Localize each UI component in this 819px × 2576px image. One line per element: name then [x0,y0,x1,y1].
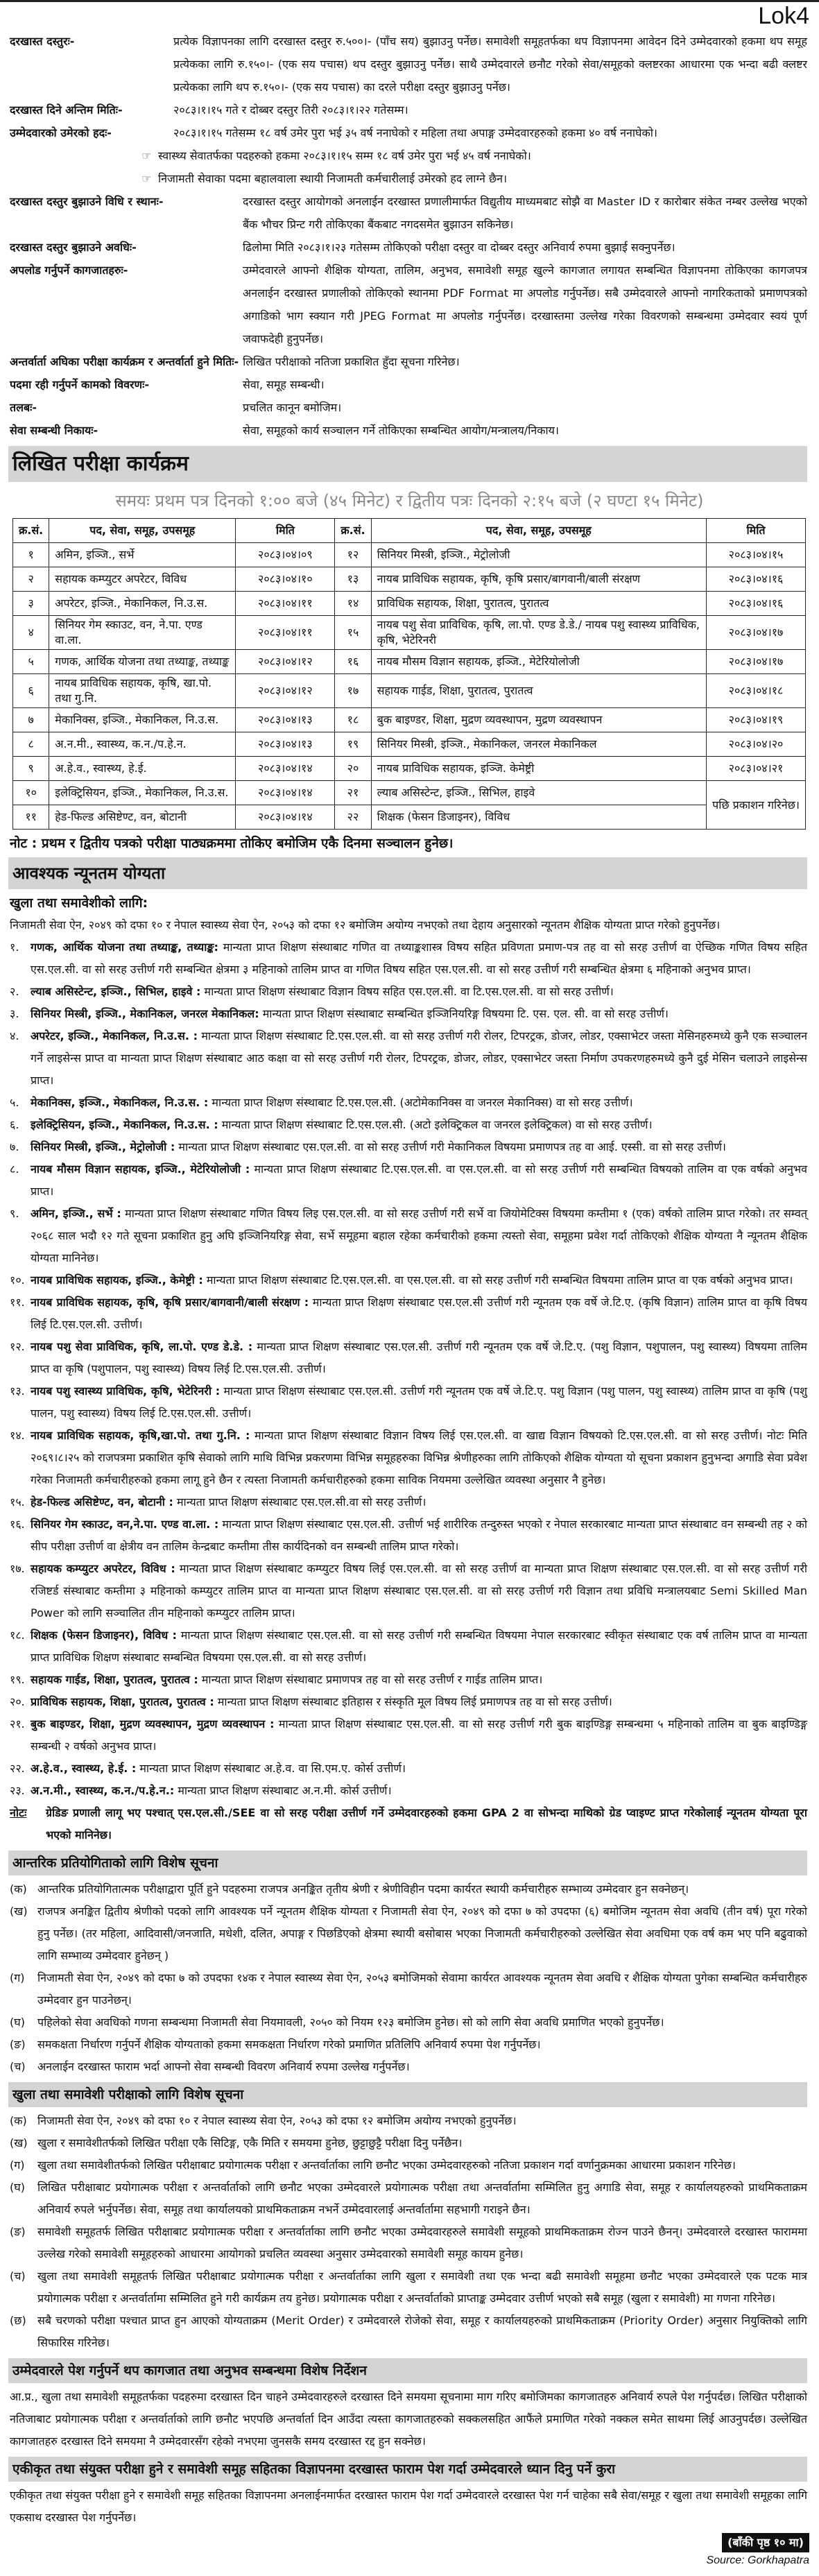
qualification-body [31,1092,807,1114]
qualification-text: मान्यता प्राप्त शिक्षण संस्थाबाट गणित विषय लिइ एस.एल.सी. वा सो सरह उत्तीर्ण गरी सर्भे वा जियोमेटिक्स विषयमा कम्तीमा १ (एक) वर्षको तालिम प्राप्त गरेको। तर सम्वत् २०६८ साल भदौ १२ गते सूचना प्रकाशित हुनु अघि इञ्जिनियरिङ्ग सेवा, सर्भे समूहमा बहाल रहेका कर्मचारीको हकमा त्यस्तो सेवा, समूहमा प्रवेश गर्दा तोकिएको शैक्षिक योग्यता नै न्यूनतम शैक्षिक योग्यता मानिनेछ। [31,1207,808,1264]
qualification-post: सहायक कम्प्युटर अपरेटर, विविध : [31,1562,175,1575]
documents-text: आ.प्र., खुला तथा समावेशी समूहतर्फका पदहरुमा दरखास्त दिन चाहने उम्मेदवारहरुले दरखास्त दिने समयमा सूचनामा माग गरिए बमोजिमका कागजातहरु अनिवार्य रुपले पेश गर्नुपर्दछ। लिखित परीक्षाको नतिजाबाट प्रयोगात्मक परीक्षा र अन्तर्वार्ताको लागि छनौट भएपछि अन्तर्वार्ता दिन आउँदा त्यस्ता कागजातहरुको सक्कलसहित आफैंले प्रमाणित गरेको नक्कल समेत साथमा लिई आउनुपर्दछ। उल्लेखित कागजातहरु दरखास्त दिने समयमा नै उम्मेदवारसँग रहेको नभएमा जुनसकै समय दरखास्त रद्द हुन सक्नेछ। [10,2390,807,2448]
serial-number: ७ [13,708,49,732]
post-name: इलेक्ट्रिसियन, इञ्जि., मेकानिकल, नि.उ.स. [49,781,236,805]
qualification-text: मान्यता प्राप्त शिक्षण संस्थाबाट एस.एल.सी. उत्तीर्ण गरी न्यूनतम एक वर्षे जे.टि.ए. पशु विज्ञान (पशु पालन, पशु स्वास्थ्य) तालिम प्राप्त वा कृषि (पशु पालन, पशु स्वास्थ्य) विषय लिई टि.एस.एल.सी. उत्तीर्ण। [31,1384,807,1420]
qualification-body [31,981,807,1003]
post-name: बुक बाइण्डर, शिक्षा, मुद्रण व्यवस्थापन, मुद्रण व्यवस्थापन [371,708,706,732]
post-name: सिनियर मिस्त्री, इञ्जि., मेट्रोलोजी [371,543,706,567]
post-name: नायब प्राविधिक सहायक, कृषि, खा.पो. तथा गु.नि. [49,674,236,708]
qualification-item [10,981,807,1003]
open-inclusive-subtitle: खुला तथा समावेशीको लागि: [10,895,148,911]
qualification-number: ५. [10,1096,19,1109]
qualification-body [31,1758,807,1780]
table-row [13,650,806,674]
item-text: अनलाईन दरखास्त फाराम भर्दा आफ्नो सेवा सम्बन्धी विवरण अनिवार्य रुपमा उल्लेख गर्नुपर्नेछ। [37,2060,410,2073]
qualification-number: ७. [10,1140,19,1153]
exam-schedule-table [12,518,806,830]
qualification-number: ३. [10,1007,19,1020]
info-row [10,396,807,419]
item-text: आन्तरिक प्रतियोगितात्मक परीक्षाद्वारा पूर्ति हुने पदहरुमा राजपत्र अनङ्कित तृतीय श्रेणी र श्रेणीविहीन पदमा कार्यरत स्थायी कर्मचारीहरु सम्भाव्य उम्मेदवार हुन सक्नेछन्। [37,1882,689,1896]
qualification-item [10,1425,807,1491]
qualification-item [10,1003,807,1025]
note-label: नोटः [10,1806,27,1819]
info-label: दरखास्त दस्तुर बुझाउने विधि र स्थानः- [10,195,164,208]
item-letter: (घ) [10,2016,25,2029]
info-label: दरखास्त दस्तुरः- [10,35,75,48]
item-letter: (च) [10,2060,26,2073]
qualification-post: सहायक गाईड, शिक्षा, पुरातत्व, पुरातत्व : [31,1673,198,1686]
serial-number: १४ [335,592,371,616]
exam-date: २०८३।०४।१४ [236,781,335,805]
table-row [13,567,806,592]
item-letter: (ख) [10,1905,28,1918]
info-label: अपलोड गर्नुपर्ने कागजातहरुः- [10,264,128,277]
open-item [10,2221,807,2265]
qualification-number: २०. [10,1695,25,1708]
item-letter: (ग) [10,2158,25,2172]
info-row [10,419,807,442]
qualification-list [10,892,807,1846]
table-header-row [13,519,806,543]
qualification-body [31,1513,807,1558]
qualification-body [31,1691,807,1713]
item-letter: (छ) [10,2314,26,2327]
qualification-text: मान्यता प्राप्त शिक्षण संस्थाबाट इतिहास र संस्कृति मूल विषय लिई प्रमाणपत्र तह वा सो सरह उत्तीर्ण। [214,1695,612,1708]
qualification-post: हेड-फिल्ड असिष्टेण्ट, वन, बोटानी : [31,1495,173,1509]
qualification-body [31,1114,807,1136]
qualification-number: २३. [10,1784,25,1797]
qualification-post: सिनियर मिस्त्री, इञ्जि., मेट्रोलोजी : [31,1140,175,1153]
qualification-item [10,1025,807,1092]
item-text: राजपत्र अनङ्कित द्वितीय श्रेणीको पदको लागि आवश्यक पर्ने न्यूनतम शैक्षिक योग्यता र निजामती सेवा ऐन, २०४९ को दफा ७ को उपदफा (६) बमोजिम न्यूनतम सेवा अवधि (तीन वर्ष) पूरा गरेको हुनु पर्नेछ। (तर महिला, आदिवासी/जनजाति, मधेशी, दलित, अपाङ्ग र पिछडिएको क्षेत्रमा स्थायी बसोबास भएका निजामती कर्मचारीहरुको उल्लेखित सेवा अवधिमा एक वर्ष कम भए पनि बढुवाको लागि सम्भाव्य उम्मेदवार हुनेछन् ) [37,1905,807,1962]
column-header: मिति [236,519,335,543]
qualification-body [31,1669,807,1691]
qualification-post: गणक, आर्थिक योजना तथा तथ्याङ्क, तथ्याङ्क: [31,941,218,954]
qualification-item [10,1269,807,1291]
serial-number: १८ [335,708,371,732]
age-bullet [10,167,807,190]
qualification-text: मान्यता प्राप्त शिक्षण संस्थाबाट एस.एल.सी. वा सो सरह उत्तीर्ण गरी सम्बन्धित विषयमा नेपाल सरकारबाट स्वीकृत संस्थाबाट एक वर्ष तालिम प्राप्त वा मान्यता प्राप्त प्राविधिक शिक्षण संस्थाबाट सम्बन्धित विषयमा एस.एल.सी. वा सो सरह उत्तीर्ण। [31,1629,807,1664]
age-bullet-text: निजामती सेवाका पदमा बहालवाला स्थायी निजामती कर्मचारीलाई उमेरको हद लाग्ने छैन। [158,172,508,185]
exam-date: २०८३।०४।१२ [236,674,335,708]
info-value: प्रत्येक विज्ञापनका लागि दरखास्त दस्तुर रु.५००।- (पाँच सय) बुझाउनु पर्नेछ। समावेशी समूहतर्फका थप विज्ञापनमा आवेदन दिने उम्मेदवारको हकमा थप समूह प्रत्येकका लागि रु.१५०।- (एक सय पचास) थप दस्तुर बुझाउनु पर्नेछ। साथै उम्मेदवारले छनौट गरेको सेवा/समूहको क्लष्टरका आधारमा एक भन्दा बढी क्लष्टर प्रत्येकका लागि थप रु.१५०।- (एक सय पचास) का दरले परीक्षा दस्तुर बुझाउनु पर्नेछ। [173,35,807,94]
serial-number: ६ [13,674,49,708]
item-letter: (क) [10,2114,27,2127]
serial-number: १ [13,543,49,567]
documents-heading: उम्मेदवारले पेश गर्नुपर्ने थप कागजात तथा अनुभव सम्बन्धमा विशेष निर्देशन [8,2358,807,2383]
exam-date: २०८३।०४।१८ [707,674,806,708]
internal-item [10,1900,807,1967]
qualification-intro: निजामती सेवा ऐन, २०४९ को दफा १० र नेपाल स्वास्थ्य सेवा ऐन, २०५३ को दफा १२ बमोजिम अयोग्य नभएको तथा देहाय अनुसारको न्यूनतम शैक्षिक योग्यता प्राप्त गरेको हुनुपर्नेछ। [10,918,721,931]
serial-number: ९ [13,757,49,781]
item-letter: (घ) [10,2181,25,2194]
item-text: पहिलेको सेवा अवधिको गणना सम्बन्धमा निजामती सेवा नियमावली, २०५० को नियम १२३ बमोजिम हुनेछ। सो को लागि सेवा अवधि प्रमाणित भएको हुनुपर्नेछ। [37,2016,664,2029]
serial-number: १७ [335,674,371,708]
info-label: पदमा रही गर्नुपर्ने कामको विवरणः- [10,378,149,391]
qualification-post: प्राविधिक सहायक, शिक्षा, पुरातत्व, पुरातत्व : [31,1695,214,1708]
post-name: हेड-फिल्ड असिष्टेण्ट, वन, बोटानी [49,805,236,830]
qualification-item [10,1513,807,1558]
qualification-body [31,1025,807,1092]
qualification-item [10,1669,807,1691]
info-label: तलबः- [10,401,37,414]
info-row [10,259,807,350]
qualification-item [10,1158,807,1203]
qualification-number: ८. [10,1162,19,1176]
info-row [10,373,807,396]
qualification-post: बुक बाइण्डर, शिक्षा, मुद्रण व्यवस्थापन, मुद्रण व्यवस्थापन : [31,1717,275,1731]
qualification-post: इलेक्ट्रिसियन, इञ्जि., मेकानिकल, नि.उ.स. : [31,1118,218,1131]
qualification-body [31,1291,807,1336]
qualification-text: मान्यता प्राप्त शिक्षण संस्थाबाट टि.एस.एल.सी. (अटो इलेक्ट्रिकल वा जनरल इलेक्ट्रिकल) वा सो सरह उत्तीर्ण। [218,1118,653,1131]
item-text: समकक्षता निर्धारण गर्नुपर्ने शैक्षिक योग्यताको हकमा समकक्षता निर्धारण गरेको प्रमाणित प्रतिलिपि अनिवार्य रुपमा पेश गर्नुपर्नेछ। [37,2038,541,2051]
qualification-text: मान्यता प्राप्त शिक्षण संस्थाबाट एस.एल.सी. वा सो सरह उत्तीर्ण गरी बुक बाइण्डिङ्ग सम्बन्धमा ५ महिनाको तालिम वा बुक बाइण्डिङ्ग सम्बन्धी २ वर्षको अनुभव प्राप्त। [31,1717,807,1753]
qualification-body [31,1203,807,1269]
qualification-item [10,1291,807,1336]
qualification-text: मान्यता प्राप्त शिक्षण संस्थाबाट टि.एस.एल.सी. वा सो सरह उत्तीर्ण गरी रोलर, टिपरट्रक, डोजर, लोडर, एक्साभेटर जस्ता मेसिनहरुमध्ये कुनै एक सञ्चालन गर्ने लाइसेन्स प्राप्त वा मान्यता प्राप्त शिक्षण संस्थाबाट आठ कक्षा वा सो सरह उत्तीर्ण गरी रोलर, टिपरट्रक, डोजर, लोडर, एक्साभेटर जस्ता निर्माण उपकरणहरुमध्ये कुनै दुई मेसिन चलाउने लाइसेन्स प्राप्त। [31,1029,807,1087]
item-text: निजामती सेवा ऐन, २०४९ को दफा ७ को उपदफा १४क र नेपाल स्वास्थ्य सेवा ऐन, २०५३ बमोजिमको सेवामा कार्यरत आवश्यक न्यूनतम सेवा अवधि र शैक्षिक योग्यता पुगेका सम्बन्धित कर्मचारीहरु उम्मेदवार हुन पाउनेछन्। [37,1971,807,2007]
column-header: क्र.सं. [13,519,49,543]
qualification-number: १७. [10,1562,25,1575]
hand-pointer-icon: ☞ [141,172,152,185]
qualification-post: नायब प्राविधिक सहायक, कृषि, कृषि प्रसार/बागवानी/बाली संरक्षण : [31,1296,309,1309]
qualification-text: मान्यता प्राप्त शिक्षण संस्थाबाट विज्ञान विषय लिई एस.एल.सी. वा खाद्य विज्ञान विषयको टि.एस.एल.सी. वा सो सरह उत्तीर्ण। नोटः मिति २०६९।८।२५ को राजपत्रमा प्रकाशित कृषि सेवाको लागि माथि विभिन्न प्रकरणमा विभिन्न समूहहरुका विभिन्न श्रेणीहरुका लागि तोकिएको शैक्षिक योग्यता यो सूचना प्रकाशन हुनुभन्दा अगाडि सेवा प्रवेश गरेका निजामती कर्मचारीहरुको हकमा लागू हुने छैन र त्यस्ता निजामती कर्मचारीहरुको हकमा साविक नियममा उल्लेखित व्यवस्था अनुसार नै हुनेछ। [31,1429,807,1486]
qualification-number: १३. [10,1384,25,1398]
continued-label: (बाँकी पृष्ठ १० मा) [722,2533,809,2552]
qualification-body [31,1158,807,1203]
post-name: प्राविधिक सहायक, शिक्षा, पुरातत्व, पुरातत्व [371,592,706,616]
qualification-number: १५. [10,1495,25,1509]
qualification-item [10,936,807,981]
qualification-body [31,1136,807,1158]
table-row [13,757,806,781]
qualification-item [10,1691,807,1713]
item-letter: (ङ) [10,2038,26,2051]
qualification-body [31,1269,807,1291]
post-name: शिक्षक (फेसन डिजाइनर), विविध [371,805,706,830]
qualification-text: मान्यता प्राप्त शिक्षण संस्थाबाट एस.एल.सी. उत्तीर्ण भई शारीरिक तन्दुरुस्त भएको र नेपाल सरकारबाट मान्यता प्राप्त संस्थाबाट वन सम्बन्धी तह २ को सीप परीक्षा उत्तीर्ण वा क्षेत्रीय वन तालिम केन्द्रबाट कम्तीमा तीस कार्यदिनको वन सम्बन्धी तालिम प्राप्त गरेको। [31,1518,807,1553]
item-text: खुला तथा समावेशी समूहतर्फ लिखित परीक्षाबाट प्रयोगात्मक परीक्षा र अन्तर्वार्ताका लागि खुला र समावेशी तथा एक भन्दा बढी समावेशी समूहमा छनौट भएका उम्मेदवारले एक पटक मात्र प्रयोगात्मक परीक्षा र अन्तर्वार्तामा सम्मिलित हुने गरी कार्यक्रम तय हुनेछ। प्रयोगात्मक परीक्षा र अन्तर्वार्ताको प्राप्ताङ्क उम्मेदवार उत्तीर्ण भएको सबै समूह (खुला र समावेशी) मा गणना गरिनेछ। [37,2269,807,2305]
internal-item [10,1967,807,2011]
qualification-text: मान्यता प्राप्त शिक्षण संस्थाबाट एस.एल.सी उत्तीर्ण गरी न्यूनतम एक वर्षे जे.टि.ए. (कृषि विज्ञान) तालिम प्राप्त वा कृषि विषय लिई टि.एस.एल.सी. उत्तीर्ण। [31,1296,807,1331]
qualification-post: सिनियर मिस्त्री, इञ्जि., मेकानिकल, जनरल मेकानिकल: [31,1007,259,1020]
serial-number: ४ [13,616,49,650]
qualification-text: मान्यता प्राप्त शिक्षण संस्थाबाट टि.एस.एल.सी. (अटोमेकानिक्स वा जनरल मेकानिक्स) वा सो सरह उत्तीर्ण। [208,1096,633,1109]
serial-number: २२ [335,805,371,830]
table-row [13,674,806,708]
internal-item [10,2056,807,2078]
serial-number: १५ [335,616,371,650]
info-label: दरखास्त दिने अन्तिम मितिः- [10,103,123,117]
info-label: उम्मेदवारको उमेरको हदः- [10,126,112,139]
qualification-text: मान्यता प्राप्त शिक्षण संस्थाबाट अ.न.मी. कोर्स उत्तीर्ण। [174,1784,392,1797]
info-row [10,236,807,259]
exam-date: २०८३।०४।१३ [236,708,335,732]
post-name: अपरेटर, इञ्जि., मेकानिकल, नि.उ.स. [49,592,236,616]
open-list [10,2110,807,2354]
post-name: गणक, आर्थिक योजना तथा तथ्याङ्क, तथ्याङ्क [49,650,236,674]
exam-date: २०८३।०४।२० [707,732,806,757]
column-header: पद, सेवा, समूह, उपसमूह [49,519,236,543]
item-text: लिखित परीक्षाबाट प्रयोगात्मक परीक्षा र अन्तर्वार्ताको लागि छनौट भएका उम्मेदवारले प्रयोगात्मक परीक्षा तथा अन्तर्वार्तामा सम्मिलित हुनु अगाडि सेवा, समूह र कार्यालयहरुको प्राथमिकताक्रम अनिवार्य रुपले भर्नुपर्नेछ। सेवा, समूह तथा कार्यालयको प्राथमिकताक्रम नभर्ने उम्मेदवारलाई अन्तर्वार्तामा सहभागी गराइने छैन। [37,2181,807,2216]
table-row [13,732,806,757]
post-name: सहायक कम्प्युटर अपरेटर, विविध [49,567,236,592]
qualification-text: मान्यता प्राप्त शिक्षण संस्थाबाट टि.एस.एल.सी. वा एस.एल.सी. वा सो सरह उत्तीर्ण गरी सम्बन्धित विषयमा तालिम प्राप्त वा एक वर्षको अनुभव प्राप्त। [202,1273,793,1287]
exam-date: २०८३।०४।१७ [707,616,806,650]
item-text: खुला र समावेशीतर्फको लिखित परीक्षा एकै सिटिङ्ग, एकै मिति र समयमा हुनेछ, छुट्टाछुट्टै परीक्षा दिनु पर्नेछैन। [37,2136,463,2149]
serial-number: ८ [13,732,49,757]
qualification-text: मान्यता प्राप्त शिक्षण संस्थाबाट टि.एस.एल.सी. वा एस.एल.सी. वा सो सरह उत्तीर्ण गरी सम्बन्धित विषयको तालिम वा एक वर्षको अनुभव प्राप्त। [31,1162,807,1198]
qualification-text: मान्यता प्राप्त शिक्षण संस्थाबाट एस.एल.सी.वा सो सरह उत्तीर्ण। [173,1495,426,1509]
qualification-number: १९. [10,1673,25,1686]
exam-date: २०८३।०४।११ [236,616,335,650]
open-item [10,2310,807,2354]
qualification-number: २१. [10,1717,25,1731]
table-row [13,781,806,805]
serial-number: २ [13,567,49,592]
qualification-heading: आवश्यक न्यूनतम योग्यता [8,857,807,889]
serial-number: १९ [335,732,371,757]
item-text: खुला तथा समावेशीतर्फको लिखित परीक्षाबाट प्रयोगात्मक परीक्षा र अन्तर्वार्ताका लागि छनौट भएका उम्मेदवारहरुको नतिजा प्रकाशन गर्दा वर्णानुक्रमका आधारमा प्रकाशन गरिनेछ। [37,2158,736,2172]
serial-number: १६ [335,650,371,674]
qualification-text: मान्यता प्राप्त शिक्षण संस्थाबाट प्रमाणपत्र तह वा सो सरह उत्तीर्ण र गाईड तालिम प्राप्त। [198,1673,543,1686]
qualification-body [31,1780,807,1802]
qualification-post: नायब मौसम विज्ञान सहायक, इञ्जि., मेटेरियोलोजी : [31,1162,250,1176]
qualification-number: १०. [10,1273,25,1287]
qualification-body [31,1336,807,1380]
qualification-post: नायब प्राविधिक सहायक, इञ्जि., केमेष्ट्री : [31,1273,203,1287]
qualification-item [10,1624,807,1669]
post-name: अ.हे.व., स्वास्थ्य, हे.ई. [49,757,236,781]
note-text: ग्रेडिङ प्रणाली लागू भए पश्चात् एस.एल.सी./SEE वा सो सरह परीक्षा उत्तीर्ण गर्ने उम्मेदवारहरुको हकमा GPA 2 वा सोभन्दा माथिको ग्रेड प्वाइण्ट प्राप्त गरेकोलाई न्यूनतम योग्यता पूरा भएको मानिनेछ। [46,1806,807,1841]
serial-number: १० [13,781,49,805]
table-row [13,805,806,830]
exam-date: २०८३।०४।०९ [236,543,335,567]
info-label: सेवा सम्बन्धी निकायः- [10,424,98,437]
qualification-post: अ.हे.व., स्वास्थ्य, हे.ई. : [31,1762,137,1775]
exam-date: २०८३।०४।१३ [236,732,335,757]
post-name: सहायक गाईड, शिक्षा, पुरातत्व, पुरातत्व [371,674,706,708]
post-name: नायब मौसम विज्ञान सहायक, इञ्जि., मेटेरियोलोजी [371,650,706,674]
exam-date: पछि प्रकाशन गरिनेछ। [707,781,806,830]
info-row [10,190,807,236]
serial-number: २१ [335,781,371,805]
joint-exam-text: एकीकृत तथा संयुक्त परीक्षा हुने र समावेशी समूह सहितका विज्ञापनमा अनलाईनमार्फत दरखास्त फाराम पेश गर्दा उम्मेदवारले दरखास्त पेश गर्न चाहेका सबै सेवा/समूह र खुला तथा समावेशी समूहका लागि एकसाथ दरखास्त पेश गर्नुपर्नेछ। [10,2489,807,2524]
qualification-body [31,1003,807,1025]
post-name: नायब प्राविधिक सहायक, कृषि, कृषि प्रसार/बागवानी/बाली संरक्षण [371,567,706,592]
open-item [10,2176,807,2221]
exam-date: २०८३।०४।२१ [707,757,806,781]
application-info [10,30,807,442]
info-value: ढिलोमा मिति २०८३।१।२३ गतेसम्म तोकिएको परीक्षा दस्तुर वा दोब्बर दस्तुर अनिवार्य रुपमा बुझाई सक्नुपर्नेछ। [243,241,675,254]
serial-number: ३ [13,592,49,616]
qualification-body [31,1491,807,1513]
qualification-body [31,1380,807,1425]
qualification-text: मान्यता प्राप्त शिक्षण संस्थाबाट विज्ञान विषय सहित एस.एल.सी. वा टि.एस.एल.सी. वा सो सरह उत्तीर्ण। [200,985,614,998]
item-text: निजामती सेवा ऐन, २०४९ को दफा १० र नेपाल स्वास्थ्य सेवा ऐन, २०५३ को दफा १२ बमोजिम अयोग्य नभएको हुनुपर्नेछ। [37,2114,517,2127]
qualification-item [10,1713,807,1758]
qualification-post: शिक्षक (फेसन डिजाइनर), विविध : [31,1629,177,1642]
info-label: अन्तर्वार्ता अघिका परीक्षा कार्यक्रम र अन्तर्वार्ता हुने मितिः- [10,355,239,368]
internal-item [10,2011,807,2034]
exam-schedule-heading: लिखित परीक्षा कार्यक्रम [8,446,807,482]
qualification-post: मेकानिक्स, इञ्जि., मेकानिकल, नि.उ.स. : [31,1096,209,1109]
footer [10,2533,809,2552]
exam-date: २०८३।०४।११ [236,592,335,616]
internal-heading: आन्तरिक प्रतियोगिताको लागि विशेष सूचना [8,1851,807,1875]
qualification-note [10,1802,807,1846]
corner-code: Lok4 [758,3,809,29]
qualification-text: मान्यता प्राप्त शिक्षण संस्थाबाट गणित वा तथ्याङ्कशास्त्र विषय सहित प्रविणता प्रमाण-पत्र तह वा सो सरह उत्तीर्ण वा ऐच्छिक गणित विषय सहित एस.एल.सी. वा सो सरह उत्तीर्ण गरी सम्बन्धित क्षेत्रमा ३ महिनाको तालिम प्राप्त वा गणित विषय सहित एस.एल.सी. वा सो सरह उत्तीर्ण गरी सम्बन्धित क्षेत्रमा ६ महिनाको अनुभव प्राप्त। [31,941,807,976]
post-name: अमिन, इञ्जि., सर्भे [49,543,236,567]
exam-date: २०८३।०४।१४ [236,757,335,781]
internal-list [10,1878,807,2078]
table-row [13,543,806,567]
qualification-number: ६. [10,1118,19,1131]
qualification-text: मान्यता प्राप्त शिक्षण संस्थाबाट अ.हे.व. वा सि.एम.ए. कोर्स उत्तीर्ण। [136,1762,406,1775]
info-value: २०८३।१।१५ गते र दोब्बर दस्तुर तिरी २०८३।१।२२ गतेसम्म। [173,103,408,117]
serial-number: १३ [335,567,371,592]
qualification-post: अपरेटर, इञ्जि., मेकानिकल, नि.उ.स. : [31,1029,198,1042]
info-value: २०८३।१।१५ गतेसम्म १८ वर्ष उमेर पुरा भई ३५ वर्ष ननाघेको र महिला तथा अपाङ्ग उम्मेदवारहरुको हकमा ४० वर्ष ननाघेको। [173,126,657,139]
info-label: दरखास्त दस्तुर बुझाउने अवधिः- [10,241,137,254]
age-bullet-text: स्वास्थ्य सेवातर्फका पदहरुको हकमा २०८३।१।१५ सम्म १८ वर्ष उमेर पुरा भई ४५ वर्ष ननाघेको। [158,149,531,162]
qualification-text: मान्यता प्राप्त शिक्षण संस्थाबाट एस.एल.सी. वा सो सरह उत्तीर्ण गरी मेकानिकल विषयमा प्रमाणपत्र तह वा आई. एस्सी. वा सो सरह उत्तीर्ण। [175,1140,726,1153]
item-letter: (ग) [10,1971,25,1984]
open-item [10,2154,807,2176]
item-letter: (ख) [10,2136,28,2149]
serial-number: ११ [13,805,49,830]
qualification-body [31,1425,807,1491]
qualification-number: ९. [10,1207,19,1220]
exam-date: २०८३।०४।१६ [707,567,806,592]
post-name: मेकानिक्स, इञ्जि., मेकानिकल, नि.उ.स. [49,708,236,732]
open-heading: खुला तथा समावेशी परीक्षाको लागि विशेष सूचना [8,2082,807,2107]
info-row [10,30,807,98]
info-row [10,121,807,144]
qualification-number: २. [10,985,19,998]
qualification-post: नायब पशु स्वास्थ्य प्राविधिक, कृषि, भेटेरिनरी : [31,1384,221,1398]
info-value: सेवा, समूह सम्बन्धी। [243,378,325,391]
table-row [13,592,806,616]
item-letter: (क) [10,1882,27,1896]
qualification-item [10,1780,807,1802]
qualification-body [31,1624,807,1669]
exam-note: नोट : प्रथम र द्वितीय पत्रको परीक्षा पाठ्यक्रममा तोकिए बमोजिम एकै दिनमा सञ्चालन हुनेछ। [10,836,454,851]
item-text: समावेशी समूहतर्फ लिखित परीक्षाबाट प्रयोगात्मक परीक्षा र अन्तर्वार्ताका लागि छनौट भएका उम्मेदवारहरुले समावेशी समूहको प्राथमिकताक्रम रोज्न पाउने छैनन्। उम्मेदवारले दरखास्त फाराममा उल्लेख गरेको समावेशी समूहहरुको आधारमा आयोगको प्रचलित व्यवस्था अनुसार उम्मेदवारको समावेशी समूह कायम हुनेछ। [37,2225,807,2260]
qualification-post: ल्याब असिस्टेन्ट, इञ्जि., सिभिल, हाइवे : [31,985,201,998]
exam-time: समयः प्रथम पत्र दिनको १:०० बजे (४५ मिनेट) र द्वितीय पत्रः दिनको २:१५ बजे (२ घण्टा १५ मिनेट) [115,491,704,510]
internal-item [10,2034,807,2056]
info-row [10,98,807,121]
qualification-body [31,1713,807,1758]
open-item [10,2132,807,2154]
exam-date: २०८३।०४।१९ [707,708,806,732]
qualification-number: १६. [10,1518,25,1531]
qualification-body [31,1558,807,1624]
serial-number: ५ [13,650,49,674]
info-value: लिखित परीक्षाको नतिजा प्रकाशित हुँदा सूचना गरिनेछ। [243,355,460,368]
qualification-post: सिनियर गेम स्काउट, वन,ने.पा. एण्ड वा.ला. : [31,1518,219,1531]
post-name: नायब प्राविधिक सहायक, इञ्जि. केमेष्ट्री [371,757,706,781]
serial-number: १२ [335,543,371,567]
exam-date: २०८३।०४।१२ [236,650,335,674]
qualification-item [10,1380,807,1425]
qualification-item [10,1758,807,1780]
qualification-number: १४. [10,1429,25,1442]
post-name: ल्याब असिस्टेन्ट, इञ्जि., सिभिल, हाइवे [371,781,706,805]
post-name: अ.न.मी., स्वास्थ्य, क.न./प.हे.न. [49,732,236,757]
qualification-text: मान्यता प्राप्त शिक्षण संस्थाबाट कम्प्युटर विषय लिई एस.एल.सी. वा सो सरह उत्तीर्ण वा मान्यता प्राप्त शिक्षण संस्थाबाट एस.एल.सी. वा सो सरह उत्तीर्ण गरी रजिष्टर्ड संस्थाबाट कम्तीमा ३ महिनाको कम्प्युटर तालिम प्राप्त वा मान्यता प्राप्त शिक्षण संस्थाबाट एस.एल.सी. वा सो सरह उत्तीर्ण गरी विज्ञान तथा प्रविधि मन्त्रालयबाट Semi Skilled Man Power को लागि सञ्चालित तीन महिनाको कम्प्युटर तालिम प्राप्त। [31,1562,808,1620]
info-row [10,350,807,373]
column-header: मिति [707,519,806,543]
source-label: Source: Gorkhapatra [706,2554,809,2566]
qualification-post: अ.न.मी., स्वास्थ्य, क.न./प.हे.न.: [31,1784,175,1797]
qualification-item [10,1136,807,1158]
qualification-item [10,1558,807,1624]
column-header: पद, सेवा, समूह, उपसमूह [371,519,706,543]
info-value: प्रचलित कानून बमोजिम। [243,401,342,414]
post-name: सिनियर मिस्त्री, इञ्जि., मेकानिकल, जनरल मेकानिकल [371,732,706,757]
qualification-number: १८. [10,1629,25,1642]
qualification-number: ११. [10,1296,25,1309]
column-header: क्र.सं. [335,519,371,543]
open-item [10,2110,807,2132]
exam-date: २०८३।०४।१६ [707,592,806,616]
qualification-item [10,1114,807,1136]
exam-date: २०८३।०४।१७ [707,650,806,674]
qualification-number: १. [10,941,19,954]
qualification-number: २२. [10,1762,25,1775]
exam-date: २०८३।०४।१० [236,567,335,592]
qualification-post: अमिन, इञ्जि., सर्भे : [31,1207,121,1220]
qualification-number: ४. [10,1029,19,1042]
exam-date: २०८३।०४।१४ [236,805,335,830]
qualification-text: मान्यता प्राप्त शिक्षण संस्थाबाट सम्बन्धित इञ्जिनियरिङ्ग विषयमा टि. एस. एल. सी. वा सो सरह उत्तीर्ण। [259,1007,669,1020]
post-name: नायब पशु सेवा प्राविधिक, कृषि, ला.पो. एण्ड डे.डे./ नायब पशु स्वास्थ्य प्राविधिक, कृषि, भेटेरिनरी [371,616,706,650]
hand-pointer-icon: ☞ [141,149,152,162]
qualification-text: मान्यता प्राप्त शिक्षण संस्थाबाट एस.एल.सी. उत्तीर्ण गरी न्यूनतम एक वर्षे जे.टि.ए. (पशु विज्ञान, पशुपालन, पशु स्वास्थ्य) विषयमा तालिम प्राप्त वा कृषि (पशुपालन, पशु स्वास्थ्य) विषय लिई टि.एस.एल.सी. उत्तीर्ण। [31,1340,807,1375]
exam-date: २०८३।०४।१५ [707,543,806,567]
age-bullet [10,144,807,167]
info-value: सेवा, समूहको कार्य सञ्चालन गर्ने तोकिएका सम्बन्धित आयोग/मन्त्रालय/निकाय। [243,424,559,437]
internal-item [10,1878,807,1900]
joint-exam-heading: एकीकृत तथा संयुक्त परीक्षा हुने र समावेशी समूह सहितका विज्ञापनमा दरखास्त फाराम पेश गर्दा उम्मेदवारले ध्यान दिनु पर्ने कुरा [8,2457,807,2482]
qualification-item [10,1092,807,1114]
serial-number: २० [335,757,371,781]
table-row [13,616,806,650]
qualification-post: नायब प्राविधिक सहायक, कृषि,खा.पो. तथा गु.नि. : [31,1429,250,1442]
qualification-post: नायब पशु सेवा प्राविधिक, कृषि, ला.पो. एण्ड डे.डे. : [31,1340,253,1353]
qualification-item [10,1491,807,1513]
qualification-item [10,1203,807,1269]
post-name: सिनियर गेम स्काउट, वन, ने.पा. एण्ड वा.ला. [49,616,236,650]
qualification-item [10,1336,807,1380]
open-item [10,2265,807,2310]
qualification-body [31,936,807,981]
info-value: उम्मेदवारले आफ्नो शैक्षिक योग्यता, तालिम, अनुभव, समावेशी समूह खुल्ने कागजात लगायत सम्बन्धित विज्ञापनमा तोकिएका कागजपत्र अनलाईन दरखास्त प्रणालीको तोकिएको स्थानमा PDF Format मा अपलोड गर्नुपर्नेछ। सबै उम्मेदवारले आफ्नो नागरिकताको प्रमाणपत्रको अगाडिको भाग स्क्यान गरी JPEG Format मा अपलोड गर्नुपर्नेछ। दरखास्तमा उल्लेख गरेका विवरणको सम्बन्धमा उम्मेदवार स्वयं पूर्ण जवाफदेही हुनुपर्नेछ। [243,264,807,345]
info-value: दरखास्त दस्तुर आयोगको अनलाईन दरखास्त प्रणालीमार्फत विद्युतीय माध्यमबाट सोझै वा Master ID र कारोबार संकेत नम्बर उल्लेख भएको बैंक भौचर प्रिन्ट गरी तोकिएका बैंकबाट नगदसमेत बुझाउन सकिनेछ। [243,195,807,231]
item-letter: (च) [10,2269,26,2283]
item-letter: (ङ) [10,2225,26,2238]
table-row [13,708,806,732]
item-text: सबै चरणको परीक्षा पश्चात प्राप्त हुन आएको योग्यताक्रम (Merit Order) र उम्मेदवारले रोजेको सेवा, समूह र कार्यालयहरुको प्राथमिकताक्रम (Priority Order) अनुसार नियुक्तिको लागि सिफारिस गरिनेछ। [37,2314,807,2349]
qualification-number: १२. [10,1340,25,1353]
